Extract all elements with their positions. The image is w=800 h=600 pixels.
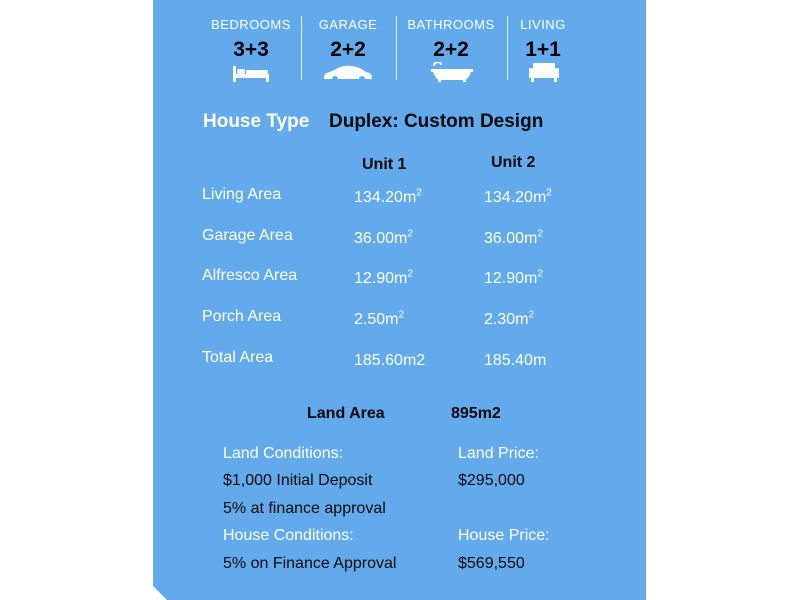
total-area-unit-1: 185.60m2 xyxy=(354,352,426,369)
area-value-unit-1: $2.50m^2$ xyxy=(354,309,405,328)
house-price-value: $569,550 xyxy=(458,555,525,572)
stat-value-bedrooms: 3+3 xyxy=(233,38,269,61)
area-label: Alfresco Area xyxy=(202,267,298,284)
area-value-unit-2: $134.20m^2$ xyxy=(484,187,552,206)
bed-icon xyxy=(231,64,271,82)
stat-value-garage: 2+2 xyxy=(330,38,366,61)
stat-label-bedrooms: BEDROOMS xyxy=(211,17,291,32)
house-conditions-label: House Conditions: xyxy=(223,527,354,544)
car-icon xyxy=(322,64,374,82)
house-type-label: House Type xyxy=(203,111,310,132)
house-condition-line: 5% on Finance Approval xyxy=(223,555,397,572)
stat-label-garage: GARAGE xyxy=(318,17,378,32)
area-value-unit-2: $36.00m^2$ xyxy=(484,228,543,247)
stat-value-living: 1+1 xyxy=(525,38,561,61)
total-area-label: Total Area xyxy=(202,349,274,366)
stat-divider xyxy=(396,16,397,80)
land-area-value: 895m2 xyxy=(451,405,501,422)
area-label: Living Area xyxy=(202,186,282,203)
sofa-icon xyxy=(528,62,560,82)
area-label: Garage Area xyxy=(202,227,293,244)
stat-label-bathrooms: BATHROOMS xyxy=(407,17,495,32)
house-type-value: Duplex: Custom Design xyxy=(329,111,544,132)
panel-corner xyxy=(153,586,167,600)
stat-value-bathrooms: 2+2 xyxy=(433,38,469,61)
stat-divider xyxy=(507,16,508,80)
area-value-unit-1: $134.20m^2$ xyxy=(354,187,422,206)
column-header-unit-1: Unit 1 xyxy=(362,156,407,173)
land-conditions-label: Land Conditions: xyxy=(223,445,344,462)
land-area-label: Land Area xyxy=(307,405,385,422)
stat-divider xyxy=(301,16,302,80)
column-header-unit-2: Unit 2 xyxy=(491,154,536,171)
area-label: Porch Area xyxy=(202,308,282,325)
land-price-value: $295,000 xyxy=(458,472,525,489)
land-price-label: Land Price: xyxy=(458,445,539,462)
area-value-unit-2: $2.30m^2$ xyxy=(484,309,535,328)
area-value-unit-1: $36.00m^2$ xyxy=(354,228,413,247)
area-value-unit-1: $12.90m^2$ xyxy=(354,268,413,287)
land-condition-line: 5% at finance approval xyxy=(223,500,386,517)
house-price-label: House Price: xyxy=(458,527,550,544)
stat-label-living: LIVING xyxy=(520,17,566,32)
bathtub-icon xyxy=(430,62,474,82)
total-area-unit-2: 185.40m xyxy=(484,352,547,369)
area-value-unit-2: $12.90m^2$ xyxy=(484,268,543,287)
land-condition-line: $1,000 Initial Deposit xyxy=(223,472,373,489)
